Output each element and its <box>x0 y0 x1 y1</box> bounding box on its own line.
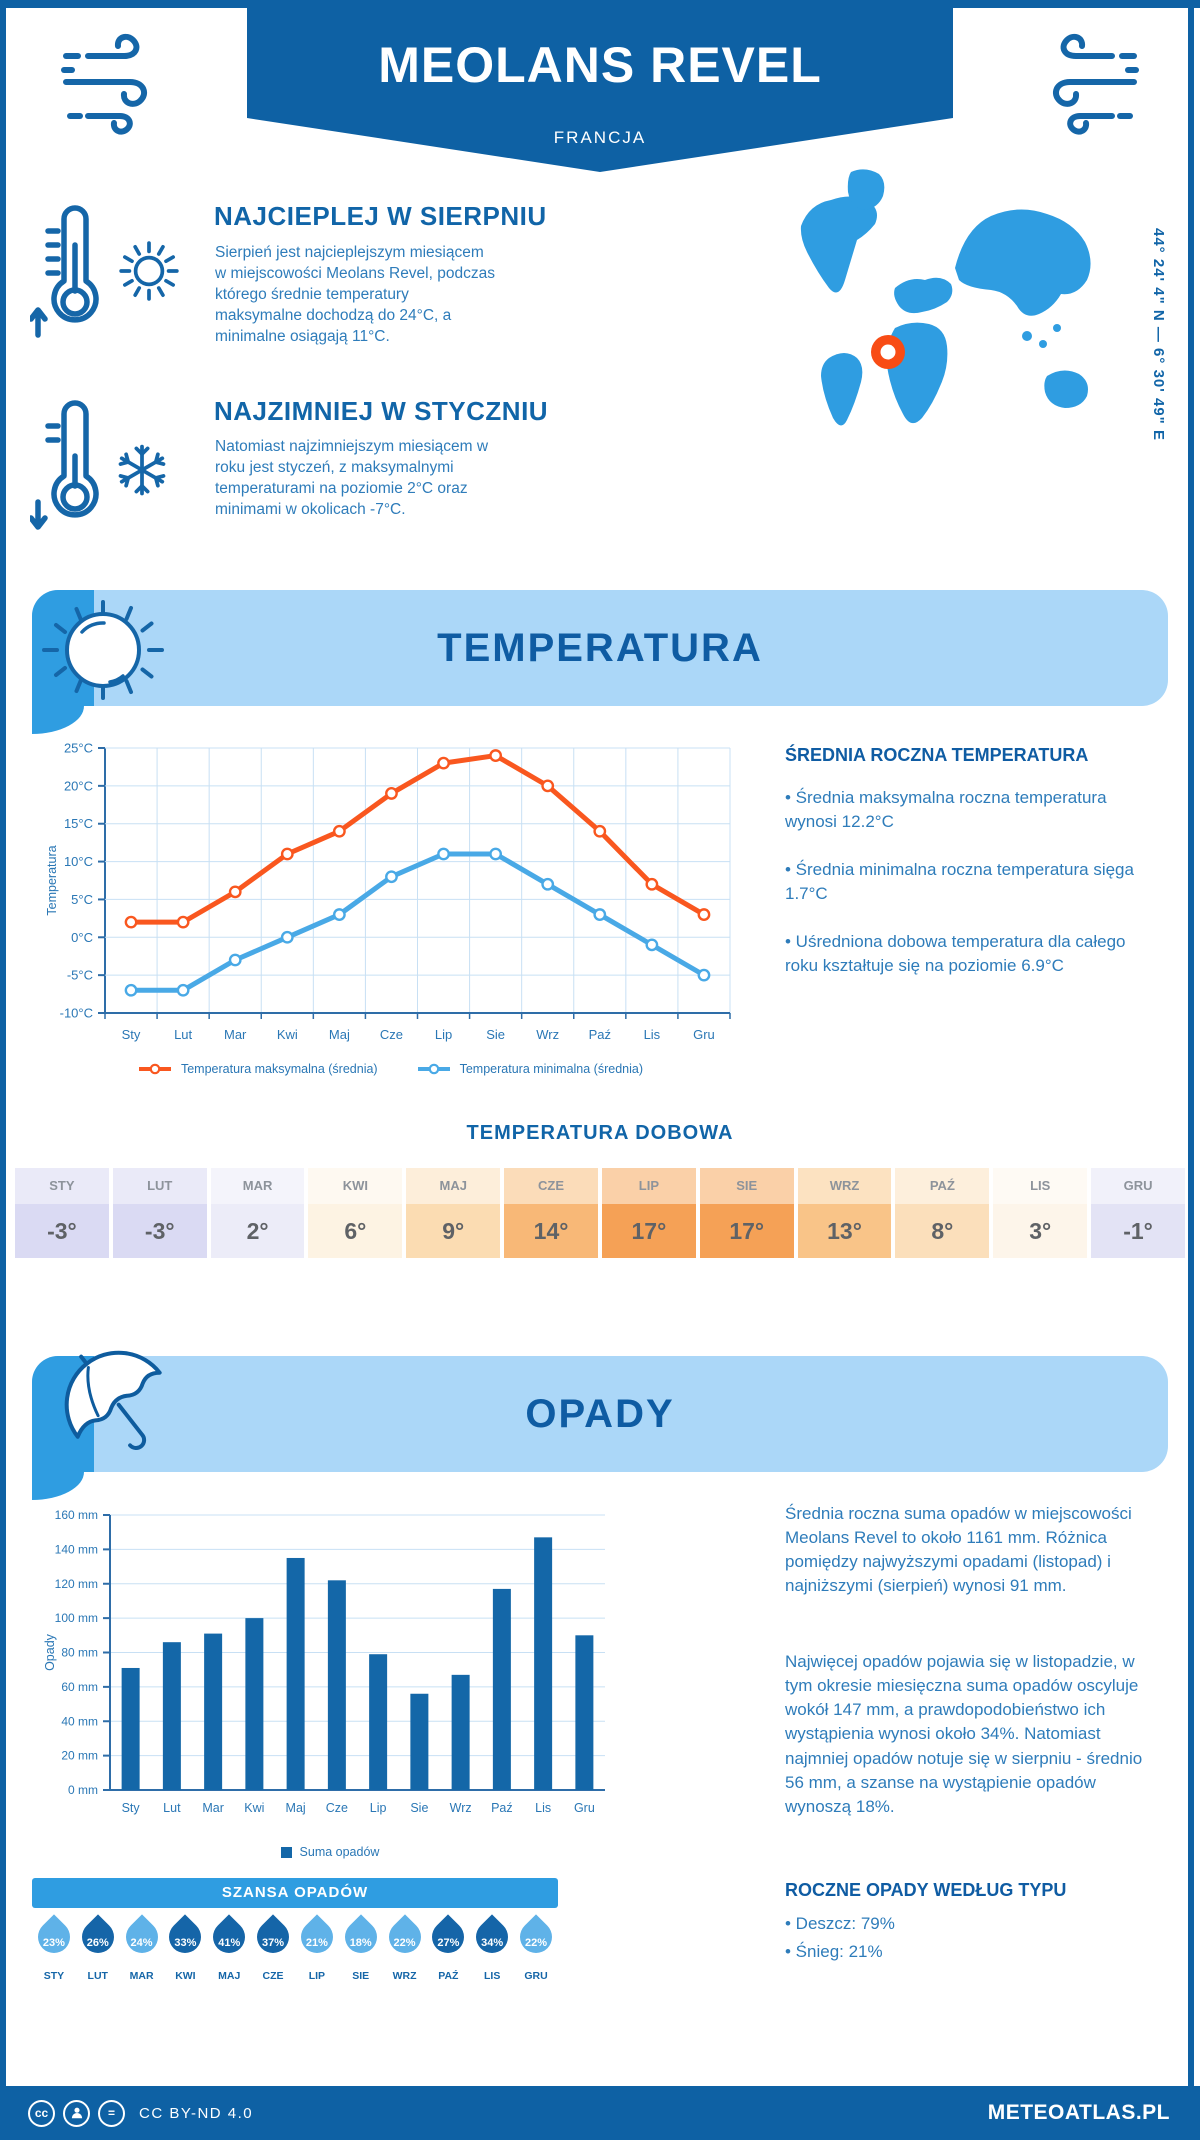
x-axis-tick-label: Kwi <box>276 1027 298 1042</box>
y-axis-tick-label: 0°C <box>71 929 93 945</box>
bar <box>493 1589 511 1790</box>
x-axis-tick-label: Kwi <box>244 1801 265 1815</box>
chance-month-label: CZE <box>262 1970 284 1982</box>
thermometer-warm-icon <box>30 203 110 343</box>
chance-month-label: GRU <box>524 1970 548 1982</box>
y-axis-tick-label: 15°C <box>63 816 93 832</box>
table-column <box>113 1168 207 1258</box>
temp-value-cell: -3° <box>15 1204 109 1258</box>
chance-percentage: 18% <box>349 1937 372 1949</box>
data-point <box>386 788 396 798</box>
data-point <box>699 909 709 919</box>
x-axis-tick-label: Lut <box>163 1801 181 1815</box>
daily-temperature-heading: TEMPERATURA DOBOWA <box>466 1122 734 1144</box>
data-point <box>230 955 240 965</box>
temp-value-cell: 17° <box>602 1204 696 1258</box>
map-europe <box>894 278 952 313</box>
x-axis-tick-label: Sie <box>410 1801 429 1815</box>
legend-label: Suma opadów <box>299 1845 380 1859</box>
x-axis-tick-label: Maj <box>328 1027 350 1042</box>
chance-month-label: MAR <box>129 1970 154 1982</box>
chance-percentage: 41% <box>218 1937 241 1949</box>
x-axis-tick-label: Paź <box>588 1027 611 1042</box>
bar <box>369 1654 387 1790</box>
y-axis-title: Opady <box>43 1634 57 1671</box>
temp-value-cell: 3° <box>993 1204 1087 1258</box>
data-point <box>543 781 553 791</box>
chance-item <box>470 1912 514 1986</box>
chance-percentage: 22% <box>525 1937 548 1949</box>
page-border-left <box>0 0 6 2140</box>
data-point <box>126 985 136 995</box>
map-greenland <box>848 169 885 210</box>
chance-month-label: WRZ <box>392 1970 417 1982</box>
month-header-cell: WRZ <box>798 1168 892 1204</box>
chance-item <box>514 1912 558 1986</box>
world-map <box>795 168 1105 453</box>
wind-icon <box>1020 26 1142 138</box>
precipitation-chart-legend <box>40 1845 620 1859</box>
chance-month-label: KWI <box>175 1970 196 1982</box>
annual-temperature-stat: • Uśredniona dobowa temperatura dla całego roku kształtuje się na poziomie 6.9°C <box>785 932 1126 976</box>
chance-percentage: 24% <box>130 1937 153 1949</box>
y-axis-tick-label: 160 mm <box>54 1508 98 1522</box>
chance-month-label: SIE <box>352 1970 370 1982</box>
page-title: MEOLANS REVEL <box>378 37 822 93</box>
x-axis-tick-label: Lip <box>434 1027 453 1042</box>
legend-label: Temperatura minimalna (średnia) <box>459 1062 643 1076</box>
chance-percentage: 22% <box>393 1937 416 1949</box>
y-axis-tick-label: -10°C <box>59 1005 93 1021</box>
data-point <box>647 879 657 889</box>
wind-icon <box>58 26 180 138</box>
precipitation-bar-chart <box>40 1500 620 1830</box>
y-axis-tick-label: -5°C <box>66 967 93 983</box>
temperature-banner <box>32 590 1168 706</box>
temperature-chart-legend <box>40 1062 740 1076</box>
data-point <box>647 940 657 950</box>
data-point <box>438 758 448 768</box>
precipitation-paragraph: Najwięcej opadów pojawia się w listopadzie, w tym okresie miesięczna suma opadów oscyluje wokół 147 mm, a prawdopodobieństwo ich wystąpienia wynosi około 34%. Natomiast najmniej opadów notuje się w sierpniu - średnio 56 mm, a szanse na wystąpienie opadów wynoszą 18%. <box>785 1652 1143 1816</box>
temp-value-cell: 8° <box>895 1204 989 1258</box>
chance-month-label: LIS <box>484 1970 501 1982</box>
y-axis-tick-label: 25°C <box>63 740 93 756</box>
warmest-heading: NAJCIEPLEJ W SIERPNIU <box>214 201 547 231</box>
y-axis-tick-label: 60 mm <box>61 1679 98 1694</box>
chance-item <box>32 1912 76 1986</box>
data-point <box>178 917 188 927</box>
x-axis-tick-label: Paź <box>491 1801 513 1815</box>
x-axis-tick-label: Sie <box>486 1027 506 1042</box>
annual-temperature-heading: ŚREDNIA ROCZNA TEMPERATURA <box>785 745 1089 765</box>
x-axis-tick-label: Sty <box>121 1027 141 1042</box>
data-point <box>334 826 344 836</box>
temperature-title: TEMPERATURA <box>437 626 763 670</box>
chance-percentage: 34% <box>481 1937 504 1949</box>
precip-bars <box>122 1537 594 1790</box>
data-point <box>490 849 500 859</box>
x-axis-tick-label: Wrz <box>449 1801 472 1815</box>
precipitation-banner <box>32 1356 1168 1472</box>
y-axis-tick-label: 120 mm <box>54 1576 98 1591</box>
y-axis-title: Temperatura <box>45 845 59 916</box>
chance-month-label: STY <box>43 1970 65 1982</box>
map-south-america <box>821 353 862 426</box>
chance-item <box>295 1912 339 1986</box>
y-axis-tick-label: 40 mm <box>61 1714 98 1729</box>
daily-temperature-table <box>15 1168 1185 1258</box>
precipitation-paragraph: Średnia roczna suma opadów w miejscowości Meolans Revel to około 1161 mm. Różnica pomiędzy najwyższymi opadami (listopad) i najniższymi (sierpień) wynosi 91 mm. <box>785 1504 1132 1596</box>
table-column <box>895 1168 989 1258</box>
x-axis-tick-label: Gru <box>693 1027 715 1042</box>
chance-percentage: 21% <box>305 1937 328 1949</box>
table-column <box>993 1168 1087 1258</box>
legend-line-marker <box>137 1063 173 1075</box>
chance-percentage: 33% <box>174 1937 197 1949</box>
table-column <box>1091 1168 1185 1258</box>
precipitation-type: • Deszcz: 79% <box>785 1914 895 1933</box>
temp-value-cell: 2° <box>211 1204 305 1258</box>
license-label: CC BY-ND 4.0 <box>139 2104 254 2122</box>
y-axis-tick-label: 80 mm <box>61 1645 98 1660</box>
legend-item <box>416 1062 643 1076</box>
legend-square-marker <box>281 1847 292 1858</box>
table-column <box>406 1168 500 1258</box>
chance-item <box>426 1912 470 1986</box>
nd-icon: = <box>98 2100 125 2127</box>
table-column <box>798 1168 892 1258</box>
x-axis-tick-label: Mar <box>224 1027 247 1042</box>
legend-line-marker <box>416 1063 452 1075</box>
brand-label: METEOATLAS.PL <box>987 2101 1170 2124</box>
coldest-heading: NAJZIMNIEJ W STYCZNIU <box>214 396 549 426</box>
footer <box>0 2086 1200 2140</box>
bar <box>534 1537 552 1790</box>
month-header-cell: CZE <box>504 1168 598 1204</box>
month-header-cell: PAŹ <box>895 1168 989 1204</box>
chance-month-label: LIP <box>308 1970 326 1982</box>
legend-label: Temperatura maksymalna (średnia) <box>180 1062 378 1076</box>
precipitation-type: • Śnieg: 21% <box>785 1942 883 1961</box>
y-axis-tick-label: 100 mm <box>54 1611 98 1626</box>
data-point <box>334 909 344 919</box>
y-axis-tick-label: 140 mm <box>54 1542 98 1557</box>
chance-month-label: LUT <box>87 1970 108 1982</box>
page-subtitle: FRANCJA <box>553 128 647 147</box>
data-point <box>438 849 448 859</box>
data-point <box>282 932 292 942</box>
data-point <box>178 985 188 995</box>
temp-value-cell: 17° <box>700 1204 794 1258</box>
cc-icon: cc <box>28 2100 55 2127</box>
month-header-cell: GRU <box>1091 1168 1185 1204</box>
legend-item <box>281 1845 380 1859</box>
precipitation-types-heading: ROCZNE OPADY WEDŁUG TYPU <box>785 1880 1067 1900</box>
x-axis-tick-label: Maj <box>285 1801 306 1815</box>
bar <box>204 1634 222 1790</box>
data-point <box>282 849 292 859</box>
chance-percentage: 37% <box>262 1937 285 1949</box>
coordinates-label: 44° 24' 4" N — 6° 30' 49" E <box>1150 228 1167 441</box>
legend-item <box>137 1062 378 1076</box>
attribution-icon <box>63 2100 90 2127</box>
chance-item <box>163 1912 207 1986</box>
data-point <box>490 750 500 760</box>
month-header-cell: LIS <box>993 1168 1087 1204</box>
temp-value-cell: -1° <box>1091 1204 1185 1258</box>
x-axis-tick-label: Lut <box>174 1027 193 1042</box>
temperature-line-chart <box>40 738 740 1048</box>
chance-percentage: 23% <box>42 1937 65 1949</box>
chance-item <box>251 1912 295 1986</box>
data-point <box>595 909 605 919</box>
bar <box>452 1675 470 1790</box>
bar <box>328 1580 346 1790</box>
bar <box>575 1635 593 1790</box>
chance-heading: SZANSA OPADÓW <box>32 1878 558 1908</box>
temp-value-cell: -3° <box>113 1204 207 1258</box>
coldest-text: Natomiast najzimniejszym miesiącem w roku jest styczeń, z maksymalnymi temperaturami na poziomie 2°C oraz minimami w okolicach -7°C. <box>215 438 489 519</box>
table-column <box>602 1168 696 1258</box>
table-column <box>700 1168 794 1258</box>
x-axis-tick-label: Sty <box>121 1801 140 1815</box>
month-header-cell: LIP <box>602 1168 696 1204</box>
bar <box>287 1558 305 1790</box>
chance-of-precipitation-row <box>32 1912 558 1986</box>
x-axis-tick-label: Wrz <box>536 1027 560 1042</box>
month-header-cell: MAR <box>211 1168 305 1204</box>
y-axis-tick-label: 5°C <box>71 891 93 907</box>
chance-item <box>120 1912 164 1986</box>
annual-temperature-stat: • Średnia maksymalna roczna temperatura wynosi 12.2°C <box>785 788 1107 832</box>
map-asia <box>955 209 1091 315</box>
data-point <box>595 826 605 836</box>
chance-item <box>383 1912 427 1986</box>
x-axis-tick-label: Cze <box>379 1027 404 1042</box>
sun-icon <box>116 238 182 304</box>
data-point <box>386 872 396 882</box>
map-north-america <box>801 196 877 292</box>
y-axis-tick-label: 10°C <box>63 854 93 870</box>
x-axis-tick-label: Mar <box>202 1801 224 1815</box>
data-point <box>699 970 709 980</box>
page-border-right <box>1188 0 1194 2140</box>
warmest-text: Sierpień jest najcieplejszym miesiącem w miejscowości Meolans Revel, podczas którego średnie temperatury maksymalne dochodzą do 24°C, a minimalne osiągają 11°C. <box>215 244 495 346</box>
month-header-cell: LUT <box>113 1168 207 1204</box>
gridlines <box>98 748 730 1019</box>
x-axis-tick-label: Lip <box>369 1801 387 1815</box>
temp-value-cell: 9° <box>406 1204 500 1258</box>
table-column <box>211 1168 305 1258</box>
annual-temperature-stat: • Średnia minimalna roczna temperatura sięga 1.7°C <box>785 860 1134 904</box>
month-header-cell: KWI <box>308 1168 402 1204</box>
precipitation-title: OPADY <box>525 1392 675 1436</box>
bar <box>163 1642 181 1790</box>
temp-value-cell: 6° <box>308 1204 402 1258</box>
table-column <box>15 1168 109 1258</box>
x-axis-tick-label: Lis <box>535 1801 552 1815</box>
chance-item <box>76 1912 120 1986</box>
y-axis-tick-label: 0 mm <box>68 1783 98 1797</box>
map-australia <box>1044 370 1088 408</box>
data-point <box>543 879 553 889</box>
chance-item <box>339 1912 383 1986</box>
table-column <box>504 1168 598 1258</box>
bar <box>245 1618 263 1790</box>
month-header-cell: SIE <box>700 1168 794 1204</box>
x-axis-tick-label: Gru <box>573 1801 595 1815</box>
chance-month-label: PAŹ <box>438 1970 459 1982</box>
chance-month-label: MAJ <box>218 1970 241 1982</box>
snowflake-icon <box>112 440 172 500</box>
data-point <box>230 887 240 897</box>
chance-item <box>207 1912 251 1986</box>
bar <box>122 1668 140 1790</box>
license-icons <box>28 2100 125 2127</box>
y-axis-tick-label: 20°C <box>63 778 93 794</box>
bar <box>410 1694 428 1790</box>
data-point <box>126 917 136 927</box>
thermometer-cold-icon <box>30 398 110 538</box>
x-axis-tick-label: Cze <box>325 1801 348 1815</box>
y-axis-tick-label: 20 mm <box>61 1748 98 1763</box>
table-column <box>308 1168 402 1258</box>
month-header-cell: STY <box>15 1168 109 1204</box>
temp-value-cell: 14° <box>504 1204 598 1258</box>
x-axis-tick-label: Lis <box>643 1027 661 1042</box>
chance-percentage: 26% <box>86 1937 109 1949</box>
month-header-cell: MAJ <box>406 1168 500 1204</box>
temp-value-cell: 13° <box>798 1204 892 1258</box>
chance-percentage: 27% <box>437 1937 460 1949</box>
